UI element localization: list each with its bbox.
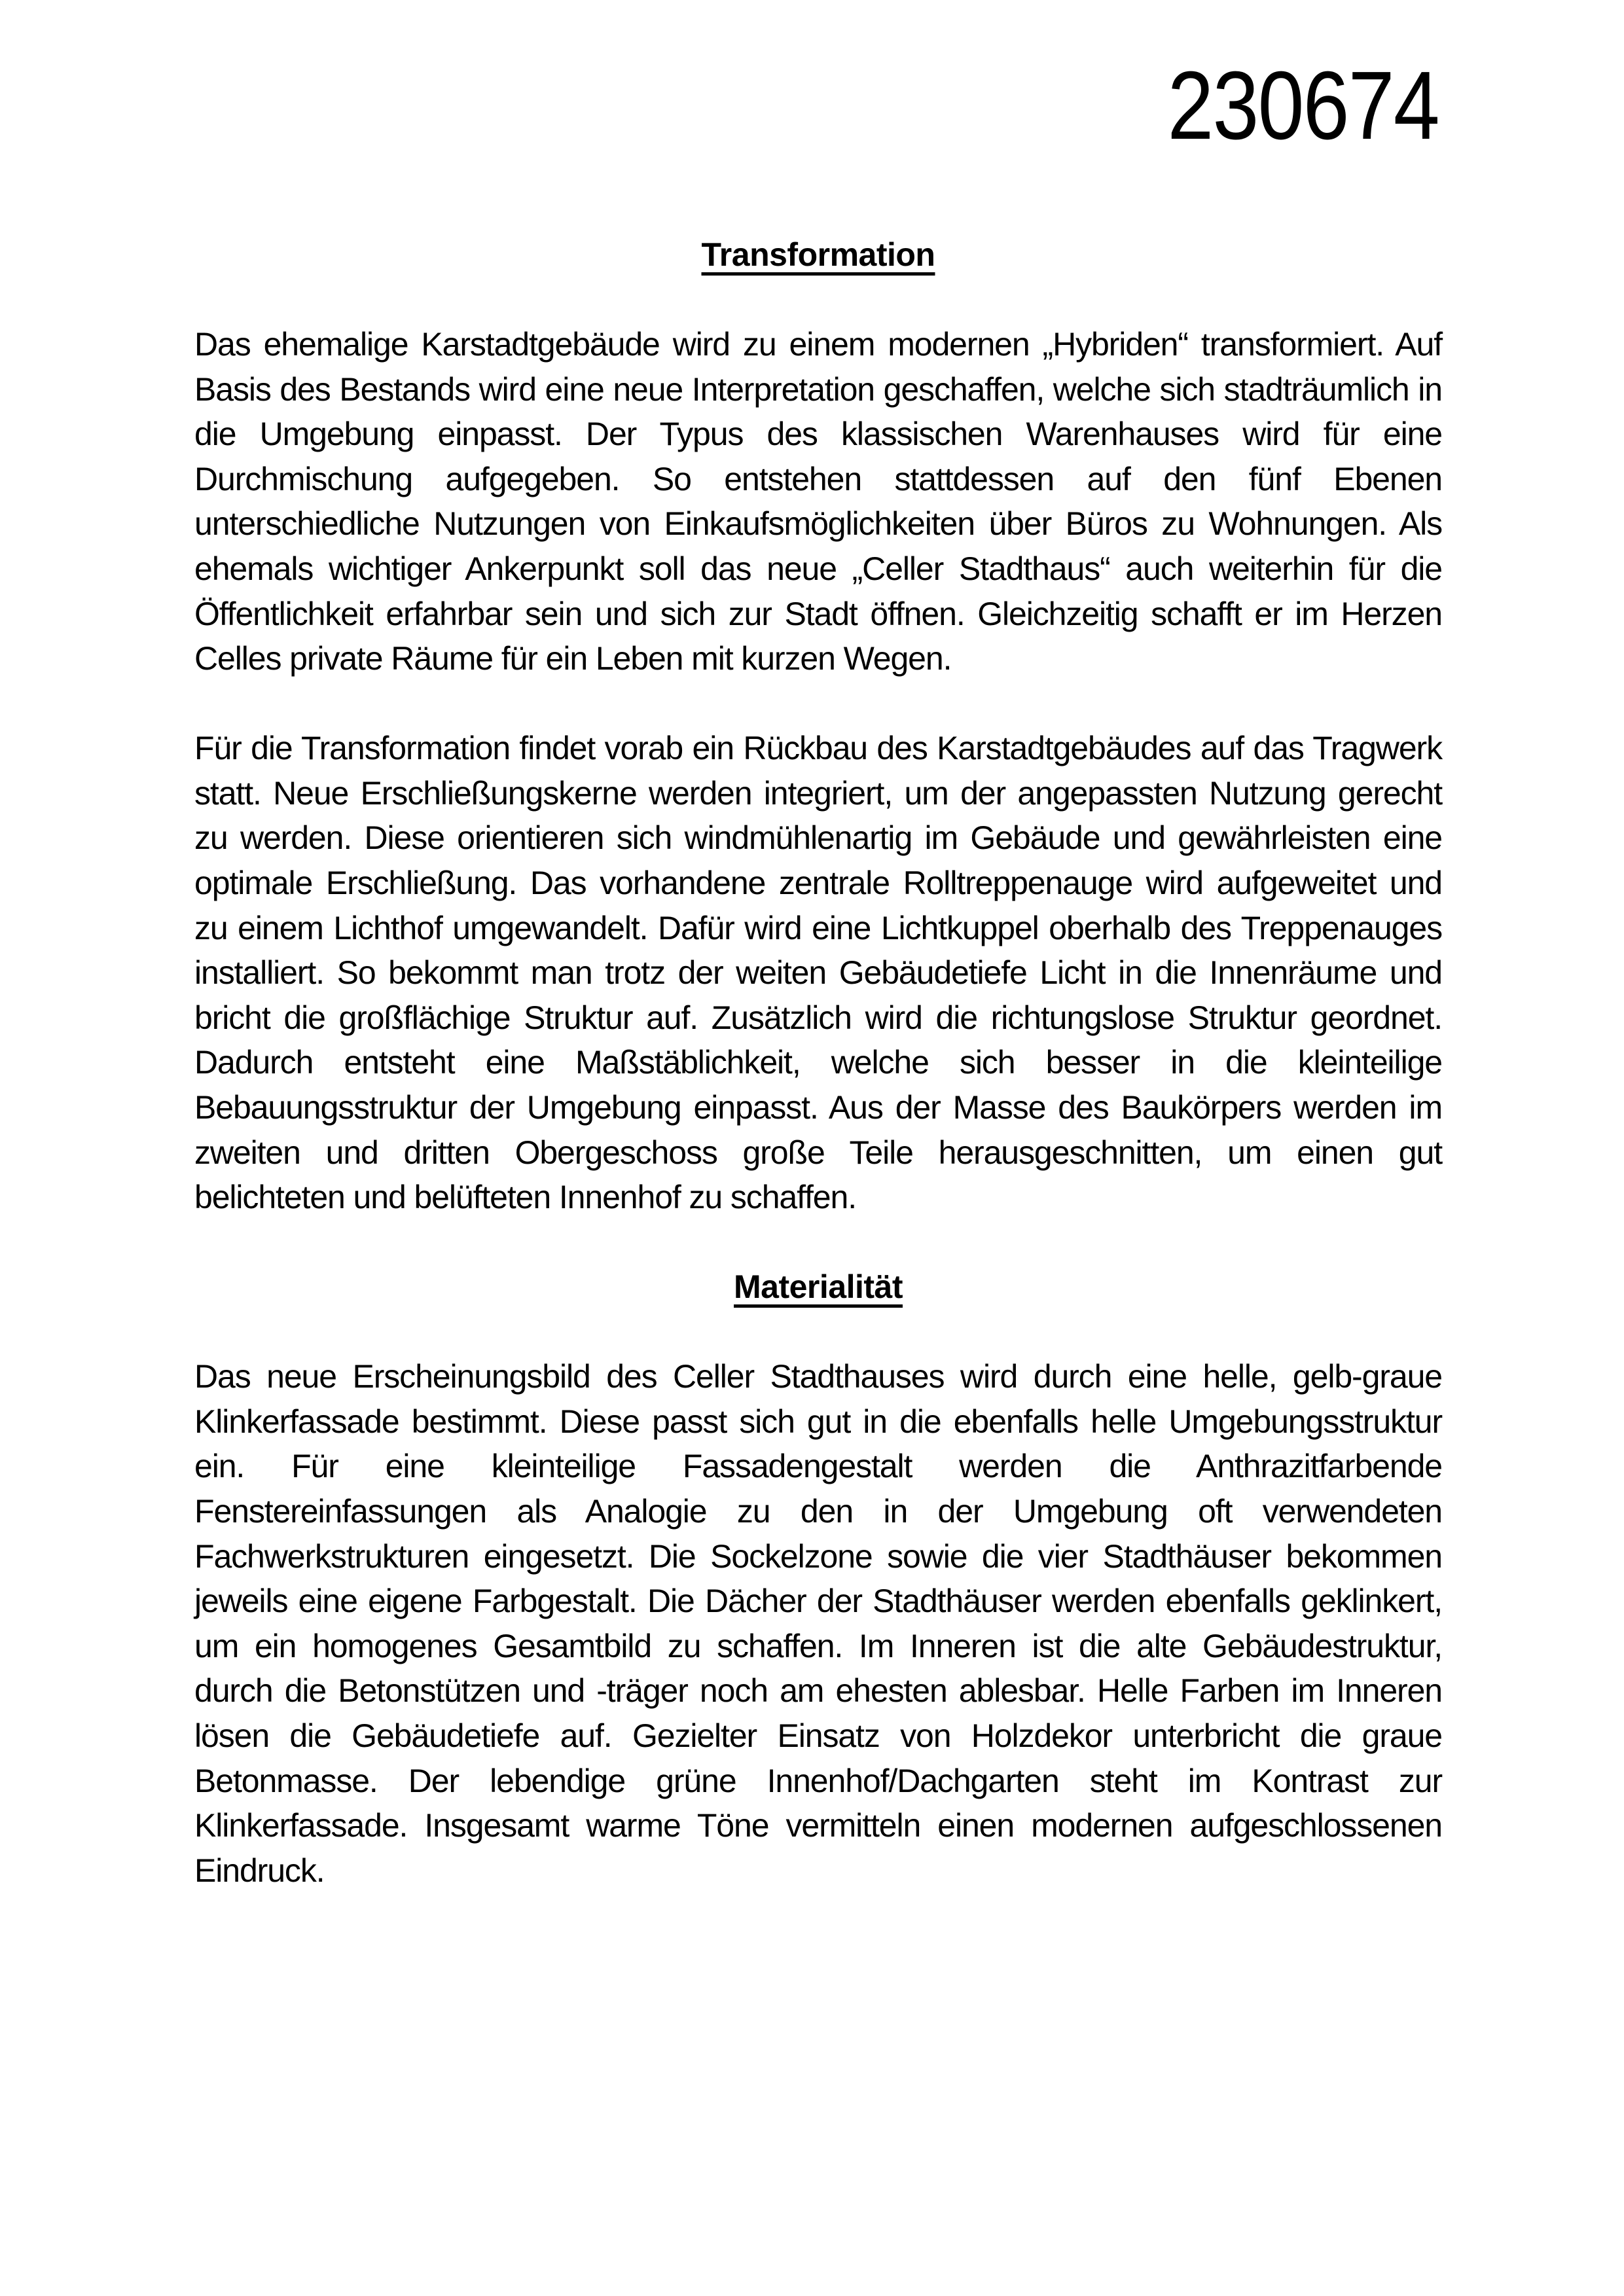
spacer: [194, 1310, 1442, 1355]
paragraph: Das neue Erscheinungsbild des Celler Stadthauses wird durch eine helle, gelb-graue Klinkerfassade bestimmt. Diese passt sich gut in die ebenfalls helle Umgebungsstruktur ein. Für eine kleinteilige Fassadengestalt werden die Anthrazitfarbende Fenstereinfassungen als Analogie zu den in der Umgebung oft verwendeten Fachwerkstrukturen eingesetzt. Die Sockelzone sowie die vier Stadthäuser bekommen jeweils eine eigene Farbgestalt. Die Dächer der Stadthäuser werden ebenfalls geklinkert, um ein homogenes Gesamtbild zu schaffen. Im Inneren ist die alte Gebäudestruktur, durch die Betonstützen und -träger noch am ehesten ablesbar. Helle Farben im Inneren lösen die Gebäudetiefe auf. Gezielter Einsatz von Holzdekor unterbricht die graue Betonmasse. Der lebendige grüne Innenhof/Dachgarten steht im Kontrast zur Klinkerfassade. Insgesamt warme Töne vermitteln einen modernen aufgeschlossenen Eindruck.: [194, 1358, 1442, 1889]
document-body: [194, 232, 1442, 1893]
spacer: [194, 681, 1442, 726]
spacer: [194, 1220, 1442, 1265]
section-materialitaet: [194, 1265, 1442, 1893]
section-transformation: [194, 232, 1442, 1220]
document-id-number: 230674: [1167, 52, 1439, 160]
section-heading: Materialität: [734, 1268, 903, 1306]
spacer: [194, 278, 1442, 323]
paragraph: Für die Transformation findet vorab ein Rückbau des Karstadtgebäudes auf das Tragwerk statt. Neue Erschließungskerne werden integriert, um der angepassten Nutzung gerecht zu werden. Diese orientieren sich windmühlenartig im Gebäude und gewährleisten eine optimale Erschließung. Das vorhandene zentrale Rolltreppenauge wird aufgeweitet und zu einem Lichthof umgewandelt. Dafür wird eine Lichtkuppel oberhalb des Treppenauges installiert. So bekommt man trotz der weiten Gebäudetiefe Licht in die Innenräume und bricht die großflächige Struktur auf. Zusätzlich wird die richtungslose Struktur geordnet. Dadurch entsteht eine Maßstäblichkeit, welche sich besser in die kleinteilige Bebauungsstruktur der Umgebung einpasst. Aus der Masse des Baukörpers werden im zweiten und dritten Obergeschoss große Teile herausgeschnitten, um einen gut belichteten und belüfteten Innenhof zu schaffen.: [194, 730, 1442, 1216]
section-heading: Transformation: [701, 236, 935, 273]
paragraph: Das ehemalige Karstadtgebäude wird zu einem modernen „Hybriden“ transformiert. Auf Basis des Bestands wird eine neue Interpretation geschaffen, welche sich stadträumlich in die Umgebung einpasst. Der Typus des klassischen Warenhauses wird für eine Durchmischung aufgegeben. So entstehen stattdessen auf den fünf Ebenen unterschiedliche Nutzungen von Einkaufsmöglichkeiten über Büros zu Wohnungen. Als ehemals wichtiger Ankerpunkt soll das neue „Celler Stadthaus“ auch weiterhin für die Öffentlichkeit erfahrbar sein und sich zur Stadt öffnen. Gleichzeitig schafft er im Herzen Celles private Räume für ein Leben mit kurzen Wegen.: [194, 326, 1442, 677]
